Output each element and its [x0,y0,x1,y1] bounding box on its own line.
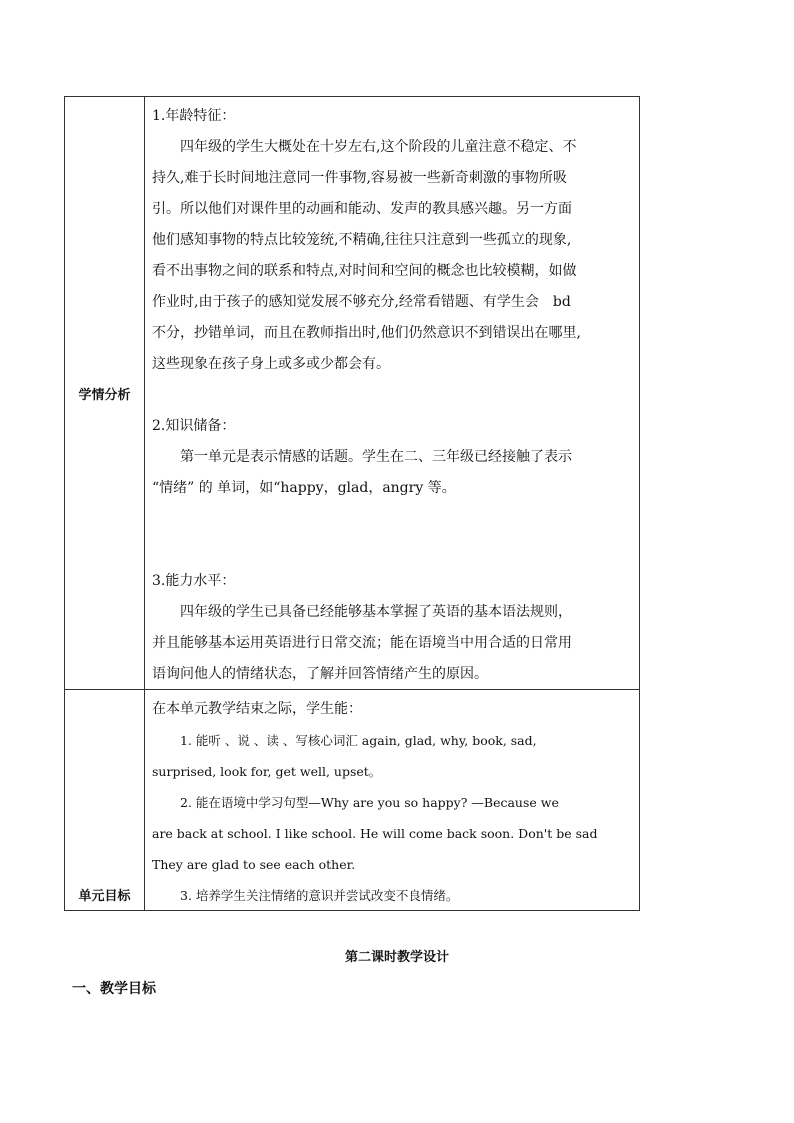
lesson-title: 第二课时教学设计 [344,950,449,965]
ability-title: 3.能力水平： [152,573,236,589]
ability-line: 语询问他人的情绪状态，了解并回答情绪产生的原因。 [152,666,488,682]
goal-line: 1. 能听 、说 、读 、写核心词汇 again, glad, why, book, sad, [180,733,537,748]
unit-goals-label: 单元目标 [65,690,145,910]
age-title: 1.年龄特征： [152,108,236,124]
ability-line: 并且能够基本运用英语进行日常交流；能在语境当中用合适的日常用 [152,635,572,651]
goal-line: They are glad to see each other. [152,857,356,872]
age-line: 这些现象在孩子身上或多或少都会有。 [152,356,390,372]
goal-line: surprised, look for, get well, upset。 [152,764,382,779]
age-line: 看不出事物之间的联系和特点,对时间和空间的概念也比较模糊，如做 [152,263,577,279]
student-analysis-label: 学情分析 [65,97,145,689]
age-line: 不分，抄错单词，而且在教师指出时,他们仍然意识不到错误出在哪里, [152,325,581,341]
knowledge-line: 第一单元是表示情感的话题。学生在二、三年级已经接触了表示 [180,449,572,465]
section-heading: 一、教学目标 [72,981,156,997]
goal-line: 3. 培养学生关注情绪的意识并尝试改变不良情绪。 [180,888,459,903]
age-line: 持久,难于长时间地注意同一件事物,容易被一些新奇刺激的事物所吸 [152,170,567,186]
student-analysis-content [145,97,639,689]
unit-goals-content [145,690,639,910]
age-line: 他们感知事物的特点比较笼统,不精确,往往只注意到一些孤立的现象, [152,232,572,248]
age-line: 引。所以他们对课件里的动画和能动、发声的教具感兴趣。另一方面 [152,201,572,217]
knowledge-title: 2.知识储备： [152,418,236,434]
ability-line: 四年级的学生已具备已经能够基本掌握了英语的基本语法规则， [180,604,572,620]
lesson-plan-table [64,96,640,911]
age-line: 四年级的学生大概处在十岁左右,这个阶段的儿童注意不稳定、不 [180,139,577,155]
unit-goals-intro: 在本单元教学结束之际，学生能： [152,701,362,717]
unit-goals-row [65,689,639,910]
age-line: 作业时,由于孩子的感知觉发展不够充分,经常看错题、有学生会 bd [152,294,571,310]
goal-line: 2. 能在语境中学习句型—Why are you so happy? —Because we [180,795,559,810]
knowledge-line: “情绪” 的 单词，如“happy，glad，angry 等。 [152,480,456,496]
student-analysis-row [65,97,639,689]
goal-line: are back at school. I like school. He will come back soon. Don't be sad [152,826,598,841]
